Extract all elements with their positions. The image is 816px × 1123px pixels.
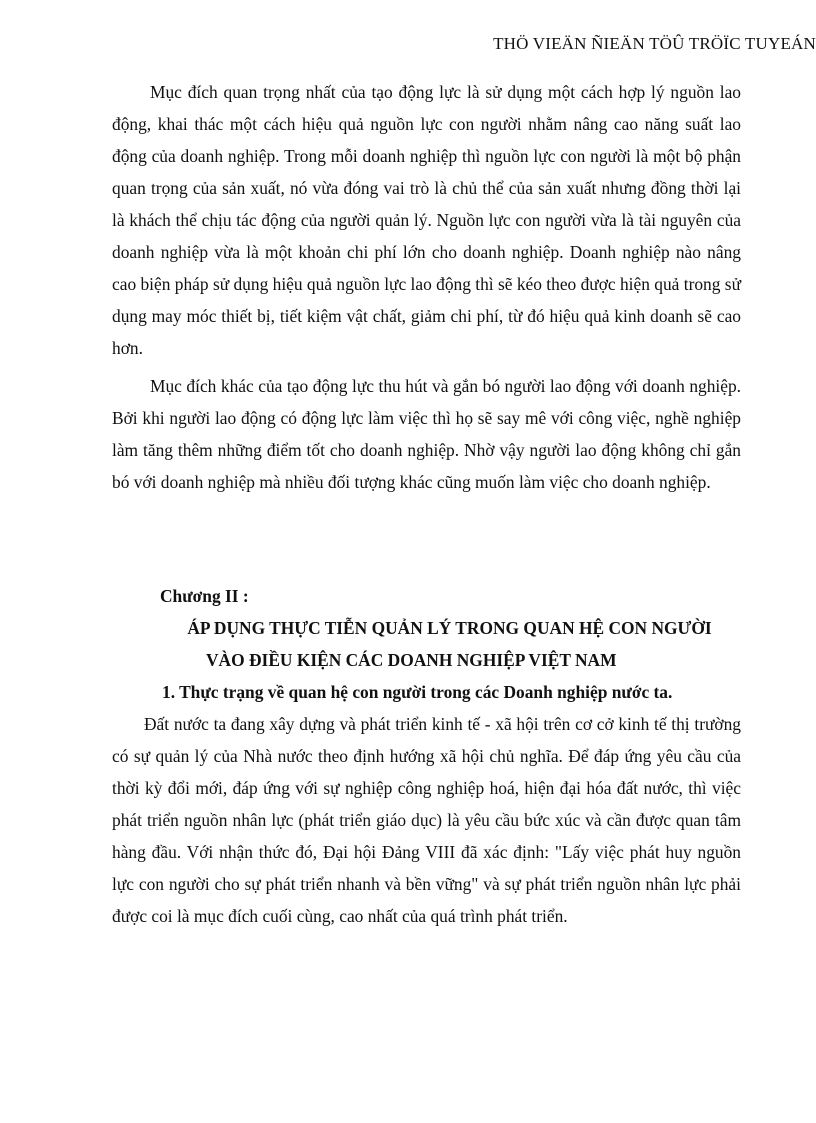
chapter-title-line-1: ÁP DỤNG THỰC TIỄN QUẢN LÝ TRONG QUAN HỆ CON NGƯỜI <box>187 618 712 638</box>
chapter-title-line-2: VÀO ĐIỀU KIỆN CÁC DOANH NGHIỆP VIỆT NAM <box>206 650 617 670</box>
section-paragraph: Đất nước ta đang xây dựng và phát triển kinh tế - xã hội trên cơ cở kinh tế thị trường có sự quản lý của Nhà nước theo định hướng xã hội chủ nghĩa. Để đáp ứng yêu cầu của thời kỳ đổi mới, đáp ứng với sự nghiệp công nghiệp hoá, hiện đại hóa đất nước, thì việc phát triển nguồn nhân lực (phát triển giáo dục) là yêu cầu bức xúc và cần được quan tâm hàng đầu. Với nhận thức đó, Đại hội Đảng VIII đã xác định: "Lấy việc phát huy nguồn lực con người cho sự phát triển nhanh và bền vững" và sự phát triển nguồn nhân lực phải được coi là mục đích cuối cùng, cao nhất của quá trình phát triển. <box>112 714 741 926</box>
chapter-label: Chương II : <box>160 586 249 606</box>
body-paragraph-1: Mục đích quan trọng nhất của tạo động lực là sử dụng một cách hợp lý nguồn lao động, khai thác một cách hiệu quả nguồn lực con người nhằm nâng cao năng suất lao động của doanh nghiệp. Trong mỗi doanh nghiệp thì nguồn lực con người là một bộ phận quan trọng của sản xuất, nó vừa đóng vai trò là chủ thể của sản xuất nhưng đồng thời lại là khách thể chịu tác động của người quản lý. Nguồn lực con người vừa là tài nguyên của doanh nghiệp vừa là một khoản chi phí lớn cho doanh nghiệp. Doanh nghiệp nào nâng cao biện pháp sử dụng hiệu quả nguồn lực lao động thì sẽ kéo theo được hiện quả trong sử dụng may móc thiết bị, tiết kiệm vật chất, giảm chi phí, từ đó hiệu quả kinh doanh sẽ cao hơn. <box>112 82 741 358</box>
body-paragraph-2: Mục đích khác của tạo động lực thu hút và gắn bó người lao động với doanh nghiệp. Bởi khi người lao động có động lực làm việc thì họ sẽ say mê với công việc, nghề nghiệp làm tăng thêm những điểm tốt cho doanh nghiệp. Nhờ vậy người lao động không chỉ gắn bó với doanh nghiệp mà nhiều đối tượng khác cũng muốn làm việc cho doanh nghiệp. <box>112 376 741 492</box>
document-body <box>112 76 741 932</box>
section-title: 1. Thực trạng về quan hệ con người trong các Doanh nghiệp nước ta. <box>162 682 673 702</box>
page-header: THÖ VIEÄN ÑIEÄN TÖÛ TRÖÏC TUYEÁN <box>493 34 816 53</box>
